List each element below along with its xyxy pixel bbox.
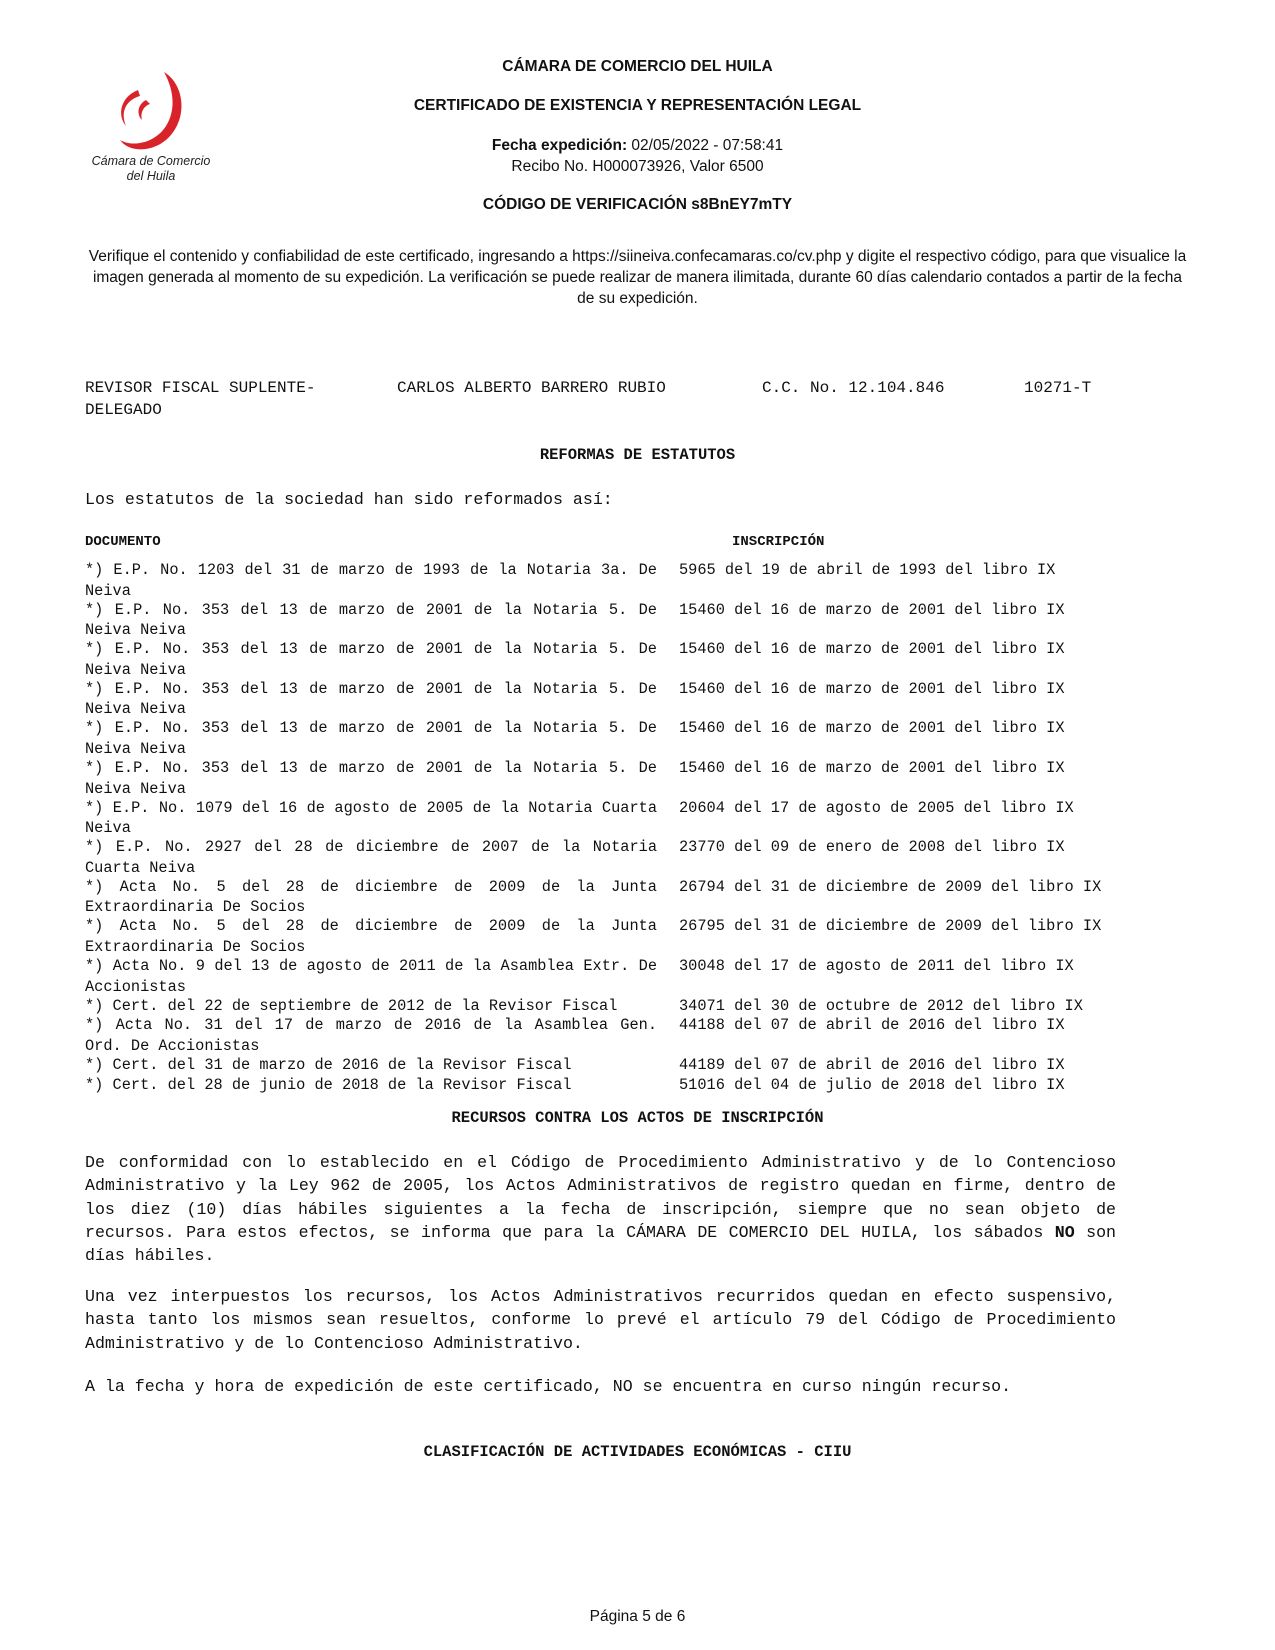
reformas-intro: Los estatutos de la sociedad han sido reformados así: [85,490,613,509]
table-row [85,758,1188,799]
logo-text-line1: Cámara de Comercio [91,154,211,168]
column-header-inscripcion: INSCRIPCIÓN [732,534,825,550]
reforma-inscripcion: 23770 del 09 de enero de 2008 del libro IX [679,838,1065,857]
ciiu-title: CLASIFICACIÓN DE ACTIVIDADES ECONÓMICAS - CIIU [423,1443,852,1461]
revisor-cargo-line1: REVISOR FISCAL SUPLENTE- [85,379,316,397]
reforma-inscripcion: 15460 del 16 de marzo de 2001 del libro IX [679,640,1065,659]
table-row [85,956,1188,997]
table-row [85,560,1188,601]
table-row [85,600,1188,641]
reformas-title: REFORMAS DE ESTATUTOS [539,446,736,464]
reforma-inscripcion: 44188 del 07 de abril de 2016 del libro IX [679,1016,1065,1035]
issue-date: Fecha expedición: 02/05/2022 - 07:58:41 [491,137,784,154]
reforma-documento: *) Cert. del 31 de marzo de 2016 de la Revisor Fiscal [85,1056,572,1074]
reforma-inscripcion: 26795 del 31 de diciembre de 2009 del libro IX [679,917,1102,936]
revisor-nombre: CARLOS ALBERTO BARRERO RUBIO [397,379,666,397]
table-row [85,916,1188,957]
reforma-inscripcion: 44189 del 07 de abril de 2016 del libro IX [679,1056,1065,1074]
reforma-inscripcion: 26794 del 31 de diciembre de 2009 del libro IX [679,877,1102,896]
reforma-inscripcion: 15460 del 16 de marzo de 2001 del libro IX [679,759,1065,777]
reforma-documento: *) E.P. No. 2927 del 28 de diciembre de 2007 de la Notaria Cuarta Neiva [85,838,657,877]
table-row [85,639,1188,680]
reforma-documento: *) Acta No. 31 del 17 de marzo de 2016 de la Asamblea Gen. Ord. De Accionistas [85,1016,657,1055]
reforma-documento: *) Acta No. 5 del 28 de diciembre de 2009 de la Junta Extraordinaria De Socios [85,917,657,956]
logo-text-line2: del Huila [126,169,176,183]
recursos-paragraph-2: Una vez interpuestos los recursos, los Actos Administrativos recurridos quedan en efecto suspensivo, hasta tanto los mismos sean resueltos, conforme lo prevé el artículo 79 del Código de Procedimiento Administrativo y de lo Contencioso Administrativo. [85,1287,1116,1353]
reforma-inscripcion: 34071 del 30 de octubre de 2012 del libro IX [679,996,1083,1015]
receipt-info: Recibo No. H000073926, Valor 6500 [511,158,764,175]
reforma-documento: *) E.P. No. 353 del 13 de marzo de 2001 de la Notaria 5. De Neiva Neiva [85,640,657,679]
reforma-inscripcion: 15460 del 16 de marzo de 2001 del libro IX [679,600,1065,619]
reforma-documento: *) E.P. No. 1079 del 16 de agosto de 2005 de la Notaria Cuarta Neiva [85,798,657,838]
reforma-inscripcion: 15460 del 16 de marzo de 2001 del libro IX [679,679,1065,698]
reforma-documento: *) E.P. No. 353 del 13 de marzo de 2001 de la Notaria 5. De Neiva Neiva [85,600,657,640]
reforma-documento: *) Acta No. 9 del 13 de agosto de 2011 de la Asamblea Extr. De Accionistas [85,957,657,996]
reforma-inscripcion: 15460 del 16 de marzo de 2001 del libro IX [679,719,1065,738]
table-row [85,877,1188,918]
reforma-documento: *) E.P. No. 353 del 13 de marzo de 2001 de la Notaria 5. De Neiva Neiva [85,679,657,719]
reforma-inscripcion: 51016 del 04 de julio de 2018 del libro IX [679,1075,1065,1094]
reforma-documento: *) E.P. No. 353 del 13 de marzo de 2001 de la Notaria 5. De Neiva Neiva [85,719,657,758]
recursos-paragraph-1: De conformidad con lo establecido en el Código de Procedimiento Administrativo y de lo Contencioso Administrativo y la Ley 962 de 2005, los Actos Administrativos de registro quedan en firme, dentro de los diez (10) días hábiles siguientes a la fecha de inscripción, siempre que no sean objeto de recursos. Para estos efectos, se informa que para la CÁMARA DE COMERCIO DEL HUILA, los sábados NO son días hábiles. [85,1153,1116,1266]
column-header-documento: DOCUMENTO [85,534,161,550]
reforma-inscripcion: 5965 del 19 de abril de 1993 del libro IX [679,561,1056,579]
verification-code: CÓDIGO DE VERIFICACIÓN s8BnEY7mTY [482,196,793,213]
reforma-documento: *) Cert. del 22 de septiembre de 2012 de la Revisor Fiscal [85,996,618,1015]
revisor-identificacion: C.C. No. 12.104.846 [762,379,945,397]
reforma-inscripcion: 20604 del 17 de agosto de 2005 del libro IX [679,798,1074,817]
table-row [85,679,1188,720]
revisor-tarjeta: 10271-T [1024,379,1092,397]
reforma-documento: *) E.P. No. 1203 del 31 de marzo de 1993 de la Notaria 3a. De Neiva [85,561,657,600]
table-row [85,1015,1188,1056]
reforma-documento: *) Acta No. 5 del 28 de diciembre de 2009 de la Junta Extraordinaria De Socios [85,877,657,917]
org-name: CÁMARA DE COMERCIO DEL HUILA [502,58,773,75]
verification-instructions: Verifique el contenido y confiabilidad de este certificado, ingresando a https://siineiva.confecamaras.co/cv.php y digite el respectivo código, para que visualice la imagen generada al momento de su expedición. La verificación se puede realizar de manera ilimitada, durante 60 días calendario contados a partir de la fecha de su expedición. [88,248,1187,307]
reforma-documento: *) E.P. No. 353 del 13 de marzo de 2001 de la Notaria 5. De Neiva Neiva [85,759,657,798]
certificate-title: CERTIFICADO DE EXISTENCIA Y REPRESENTACIÓN LEGAL [413,97,862,114]
table-row [85,798,1188,839]
table-row [85,837,1188,878]
page-number: Página 5 de 6 [589,1608,686,1625]
recursos-title: RECURSOS CONTRA LOS ACTOS DE INSCRIPCIÓN [451,1109,824,1127]
revisor-cargo-line2: DELEGADO [85,401,162,419]
table-row [85,718,1188,759]
reforma-inscripcion: 30048 del 17 de agosto de 2011 del libro IX [679,957,1074,975]
recursos-paragraph-3: A la fecha y hora de expedición de este certificado, NO se encuentra en curso ningún recurso. [85,1377,1012,1396]
reforma-documento: *) Cert. del 28 de junio de 2018 de la Revisor Fiscal [85,1075,572,1094]
